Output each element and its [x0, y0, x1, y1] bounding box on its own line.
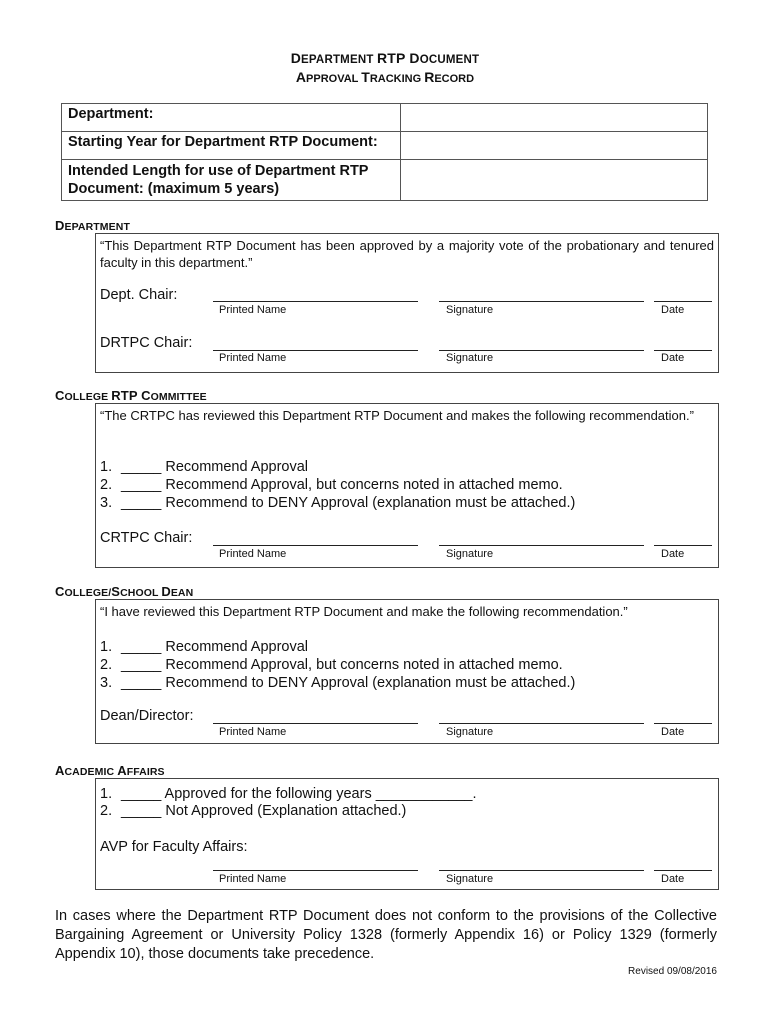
avp-name-line[interactable]: [213, 870, 418, 871]
date-caption: Date: [661, 873, 685, 885]
dean-signature-line[interactable]: [439, 723, 644, 724]
dean-box: [95, 599, 719, 744]
department-label: Department:: [62, 104, 401, 132]
signature-caption: Signature: [446, 548, 494, 560]
dept-chair-signature-line[interactable]: [439, 301, 644, 302]
department-value-field[interactable]: [401, 104, 708, 132]
avp-signature-line[interactable]: [439, 870, 644, 871]
intended-length-field[interactable]: [401, 160, 708, 201]
signature-caption: Signature: [446, 873, 494, 885]
list-item: 2. _____ Not Approved (Explanation attached.): [100, 803, 407, 819]
drtpc-chair-label: DRTPC Chair:: [100, 335, 193, 351]
document-title: DEPARTMENT RTP DOCUMENT: [290, 50, 480, 66]
dean-heading: COLLEGE/SCHOOL DEAN: [55, 584, 194, 599]
academic-affairs-heading: ACADEMIC AFFAIRS: [55, 763, 165, 778]
revised-date: Revised 09/08/2016: [628, 966, 717, 977]
list-item: 1. _____ Recommend Approval: [100, 459, 309, 475]
signature-caption: Signature: [446, 304, 494, 316]
dean-date-line[interactable]: [654, 723, 712, 724]
dept-chair-name-line[interactable]: [213, 301, 418, 302]
printed-name-caption: Printed Name: [219, 726, 287, 738]
list-item: 3. _____ Recommend to DENY Approval (explanation must be attached.): [100, 675, 576, 691]
crtpc-chair-label: CRTPC Chair:: [100, 530, 193, 546]
department-quote: “This Department RTP Document has been approved by a majority vote of the probationary and tenured faculty in this department.”: [100, 238, 714, 270]
info-table: [61, 103, 708, 201]
drtpc-chair-signature-line[interactable]: [439, 350, 644, 351]
signature-caption: Signature: [446, 352, 494, 364]
crtpc-chair-date-line[interactable]: [654, 545, 712, 546]
date-caption: Date: [661, 352, 685, 364]
avp-date-line[interactable]: [654, 870, 712, 871]
dean-quote: “I have reviewed this Department RTP Document and make the following recommendation.”: [100, 604, 628, 619]
dept-chair-label: Dept. Chair:: [100, 287, 178, 303]
table-row: [62, 132, 708, 160]
date-caption: Date: [661, 548, 685, 560]
college-rtp-box: [95, 403, 719, 568]
list-item: 1. _____ Approved for the following years ____________.: [100, 786, 477, 802]
table-row: [62, 160, 708, 201]
starting-year-field[interactable]: [401, 132, 708, 160]
dean-director-label: Dean/Director:: [100, 708, 194, 724]
department-heading: DEPARTMENT: [55, 218, 130, 233]
starting-year-label: Starting Year for Department RTP Document:: [62, 132, 401, 160]
date-caption: Date: [661, 304, 685, 316]
dept-chair-date-line[interactable]: [654, 301, 712, 302]
list-item: 3. _____ Recommend to DENY Approval (explanation must be attached.): [100, 495, 576, 511]
drtpc-chair-name-line[interactable]: [213, 350, 418, 351]
document-subtitle: APPROVAL TRACKING RECORD: [295, 69, 475, 85]
crtpc-chair-signature-line[interactable]: [439, 545, 644, 546]
college-rtp-quote: “The CRTPC has reviewed this Department RTP Document and makes the following recommendation.”: [100, 408, 694, 423]
printed-name-caption: Printed Name: [219, 548, 287, 560]
list-item: 2. _____ Recommend Approval, but concerns noted in attached memo.: [100, 657, 563, 673]
academic-affairs-box: [95, 778, 719, 890]
avp-label: AVP for Faculty Affairs:: [100, 839, 248, 855]
printed-name-caption: Printed Name: [219, 352, 287, 364]
college-rtp-heading: COLLEGE RTP COMMITTEE: [55, 388, 207, 403]
intended-length-label: Intended Length for use of Department RTP Document: (maximum 5 years): [62, 160, 401, 201]
drtpc-chair-date-line[interactable]: [654, 350, 712, 351]
printed-name-caption: Printed Name: [219, 304, 287, 316]
department-box: [95, 233, 719, 373]
printed-name-caption: Printed Name: [219, 873, 287, 885]
list-item: 2. _____ Recommend Approval, but concerns noted in attached memo.: [100, 477, 563, 493]
dean-name-line[interactable]: [213, 723, 418, 724]
crtpc-chair-name-line[interactable]: [213, 545, 418, 546]
table-row: [62, 104, 708, 132]
date-caption: Date: [661, 726, 685, 738]
signature-caption: Signature: [446, 726, 494, 738]
list-item: 1. _____ Recommend Approval: [100, 639, 309, 655]
precedence-note: In cases where the Department RTP Document does not conform to the provisions of the Collective Bargaining Agreement or University Policy 1328 (formerly Appendix 16) or Policy 1329 (formerly Appendix 10), those documents take precedence.: [55, 908, 717, 962]
